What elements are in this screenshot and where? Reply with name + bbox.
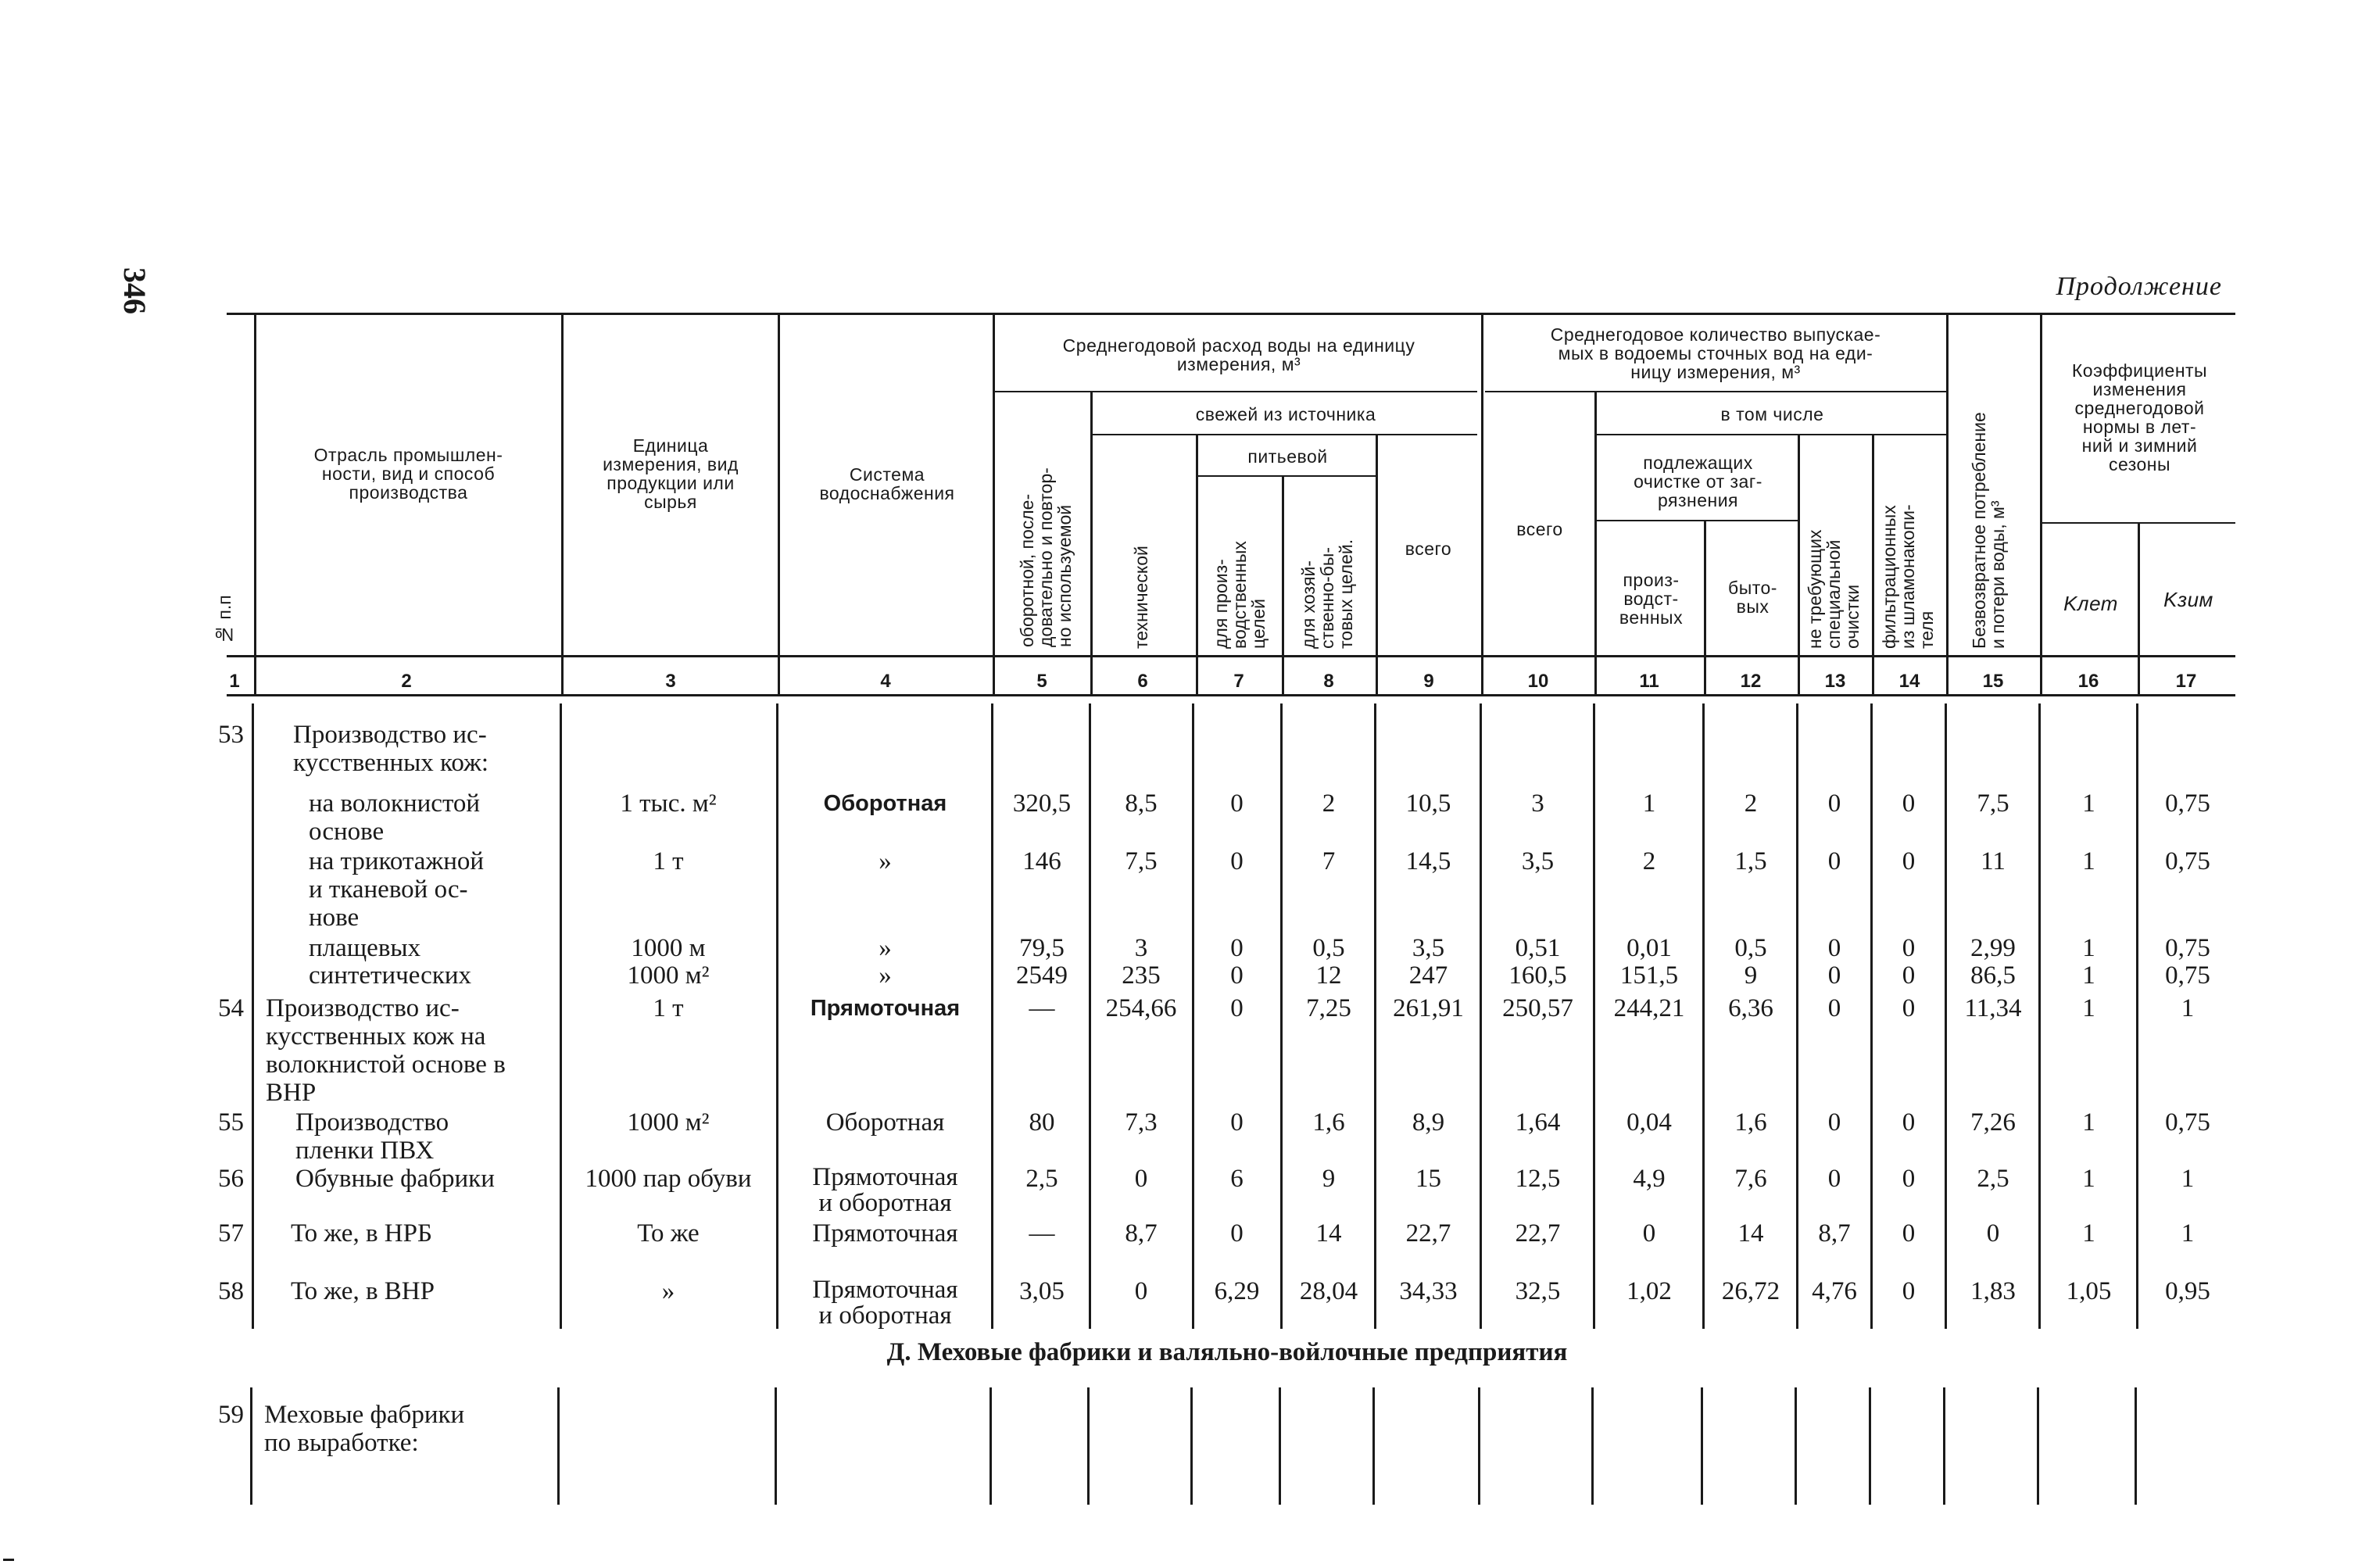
value-cell: 0,04 [1626, 1108, 1672, 1137]
body-vline-3 [776, 703, 778, 1329]
value-cell: 1,5 [1734, 847, 1767, 875]
row-name: на волокнистой основе [309, 789, 481, 846]
header-industry: Отрасль промышлен- ности, вид и способ производства [313, 445, 503, 503]
row-unit: 1000 м [631, 934, 706, 962]
tail-vline-14 [1943, 1387, 1945, 1505]
row-system: Прямоточная [810, 996, 961, 1021]
value-cell: 2549 [1016, 961, 1068, 990]
col-number: 1 [229, 671, 240, 692]
col-number: 4 [880, 671, 891, 692]
row-name: То же, в ВНР [291, 1277, 435, 1305]
value-cell: 0,5 [1312, 934, 1345, 962]
value-cell: 7,6 [1734, 1165, 1767, 1193]
tail-vline-1 [250, 1387, 252, 1505]
continued-label: Продолжение [2056, 272, 2222, 301]
value-cell: 9 [1322, 1165, 1336, 1193]
vline-11 [1704, 520, 1706, 696]
value-cell: 0 [1827, 1165, 1841, 1193]
tail-vline-3 [775, 1387, 777, 1505]
row-number: 54 [218, 994, 244, 1022]
vline-5 [1090, 391, 1093, 696]
value-cell: 2 [1744, 789, 1758, 818]
value-cell: 11,34 [1964, 994, 2022, 1022]
value-cell: 235 [1122, 961, 1161, 990]
header-discharge-total: всего [1516, 519, 1563, 539]
row-name: на трикотажной и тканевой ос- нове [309, 847, 485, 932]
header-group-fresh: свежей из источника [1195, 404, 1376, 424]
row-number: 58 [218, 1277, 244, 1305]
vline-7 [1282, 475, 1284, 696]
vline-1 [254, 313, 256, 696]
vline-2 [561, 313, 564, 696]
value-cell: 7,5 [1977, 789, 2009, 818]
body-vline-12 [1796, 703, 1798, 1329]
value-cell: 8,9 [1412, 1108, 1445, 1137]
value-cell: 0 [1827, 789, 1841, 818]
value-cell: 146 [1022, 847, 1061, 875]
value-cell: 34,33 [1399, 1277, 1458, 1305]
tail-vline-16 [2135, 1387, 2137, 1505]
value-cell: 0 [1902, 1165, 1916, 1193]
header-k-winter: Kзим [2163, 588, 2213, 611]
body-vline-4 [991, 703, 993, 1329]
value-cell: 79,5 [1019, 934, 1065, 962]
value-cell: 0 [1902, 1108, 1916, 1137]
header-recycled-water: оборотной, после- довательно и повтор- но используемой [1017, 467, 1075, 647]
col-number: 13 [1824, 671, 1846, 692]
value-cell: 0 [1230, 1108, 1244, 1137]
header-group-coefficients: Коэффициенты изменения среднегодовой нормы в лет- ний и зимний сезоны [2071, 360, 2208, 474]
value-cell: 0 [1902, 994, 1916, 1022]
col-number: 3 [665, 671, 676, 692]
row-unit: 1000 м² [627, 961, 710, 990]
value-cell: 1,64 [1515, 1108, 1561, 1137]
value-cell: 14,5 [1405, 847, 1451, 875]
value-cell: 0,51 [1515, 934, 1561, 962]
row-number: 55 [218, 1108, 244, 1137]
value-cell: 15 [1415, 1165, 1441, 1193]
value-cell: 1 [2181, 994, 2195, 1022]
row-number: 59 [218, 1401, 244, 1429]
row-name: Производство пленки ПВХ [295, 1108, 449, 1165]
header-group-consumption: Среднегодовой расход воды на единицу измерения, м³ [1062, 335, 1415, 374]
row-name: Производство ис- кусственных кож: [293, 721, 489, 777]
value-cell: 1,05 [2066, 1277, 2112, 1305]
value-cell: 8,5 [1125, 789, 1158, 818]
value-cell: 247 [1408, 961, 1448, 990]
vline-12 [1798, 434, 1800, 696]
value-cell: 7,5 [1125, 847, 1158, 875]
value-cell: 0,75 [2165, 1108, 2210, 1137]
vline-14 [1946, 313, 1949, 696]
value-cell: 151,5 [1619, 961, 1679, 990]
value-cell: 6 [1230, 1165, 1244, 1193]
value-cell: 7,26 [1970, 1108, 2016, 1137]
value-cell: 0 [1902, 847, 1916, 875]
row-name: Меховые фабрики по выработке: [264, 1401, 465, 1457]
row-unit: 1 т [653, 994, 684, 1022]
value-cell: 12 [1315, 961, 1342, 990]
value-cell: 12,5 [1515, 1165, 1561, 1193]
vline-15 [2040, 313, 2042, 696]
col-number: 7 [1233, 671, 1244, 692]
edge-mark [3, 1559, 14, 1561]
page-number: 346 [117, 267, 152, 314]
header-water-system: Система водоснабжения [819, 464, 955, 503]
rule-including [1594, 434, 1946, 435]
value-cell: 0 [1134, 1277, 1148, 1305]
value-cell: 0 [1986, 1219, 2000, 1248]
value-cell: 0 [1827, 961, 1841, 990]
row-unit: То же [637, 1219, 700, 1248]
value-cell: 2,5 [1977, 1165, 2009, 1193]
header-group-discharge: Среднегодовое количество выпускае- мых в водоемы сточных вод на еди- ницу измерения, м³ [1550, 324, 1881, 382]
header-household-waste: быто- вых [1728, 578, 1777, 617]
value-cell: 0 [1230, 1219, 1244, 1248]
row-name: То же, в НРБ [291, 1219, 432, 1248]
body-vline-2 [560, 703, 562, 1329]
header-drinking-household: для хозяй- ственно-бы- товых целей. [1298, 539, 1356, 649]
rule-group-consumption [993, 391, 1477, 392]
row-unit: 1 тыс. м² [620, 789, 717, 818]
row-name: Производство ис- кусственных кож на волокнистой основе в ВНР [266, 994, 506, 1107]
value-cell: 254,66 [1105, 994, 1177, 1022]
value-cell: 3 [1531, 789, 1544, 818]
rule-drinking [1196, 475, 1376, 477]
vline-3 [778, 313, 780, 696]
value-cell: 26,72 [1721, 1277, 1780, 1305]
body-vline-1 [252, 703, 254, 1329]
value-cell: 7,25 [1306, 994, 1351, 1022]
value-cell: 2,5 [1025, 1165, 1058, 1193]
header-filtration: фильтрационных из шламонакопи- теля [1879, 504, 1937, 649]
body-vline-11 [1702, 703, 1705, 1329]
header-row-number: № п.п [214, 595, 234, 645]
header-no-treatment: не требующих специальной очистки [1805, 529, 1863, 649]
body-vline-13 [1870, 703, 1873, 1329]
row-system: » [879, 847, 892, 875]
value-cell: 0,75 [2165, 934, 2210, 962]
row-unit: » [661, 1277, 675, 1305]
row-number: 56 [218, 1165, 244, 1193]
row-system: Прямоточная [812, 1219, 958, 1248]
value-cell: 80 [1029, 1108, 1055, 1137]
col-number: 8 [1323, 671, 1334, 692]
value-cell: 0,5 [1734, 934, 1767, 962]
value-cell: 86,5 [1970, 961, 2016, 990]
tail-vline-6 [1190, 1387, 1193, 1505]
row-system: » [879, 961, 892, 990]
value-cell: 160,5 [1508, 961, 1567, 990]
value-cell: 0 [1230, 847, 1244, 875]
col-number: 10 [1527, 671, 1549, 692]
value-cell: 0 [1134, 1165, 1148, 1193]
rule-colnum-bottom [227, 694, 2235, 696]
section-title: Д. Меховые фабрики и валяльно-войлочные предприятия [886, 1338, 1568, 1366]
row-system: Прямоточная и оборотная [812, 1276, 958, 1330]
header-production-waste: произ- водст- венных [1619, 570, 1684, 628]
col-number: 15 [1982, 671, 2004, 692]
value-cell: 0,01 [1626, 934, 1672, 962]
value-cell: 14 [1315, 1219, 1342, 1248]
body-vline-9 [1480, 703, 1482, 1329]
col-number: 2 [401, 671, 412, 692]
body-vline-6 [1192, 703, 1194, 1329]
row-system: Оборотная [823, 791, 947, 816]
value-cell: 1,6 [1312, 1108, 1345, 1137]
row-unit: 1000 пар обуви [585, 1165, 752, 1193]
value-cell: 1 [2082, 1108, 2095, 1137]
value-cell: 4,9 [1633, 1165, 1666, 1193]
value-cell: 0 [1902, 1219, 1916, 1248]
col-number: 11 [1639, 671, 1659, 692]
value-cell: 22,7 [1405, 1219, 1451, 1248]
value-cell: 1 [2082, 789, 2095, 818]
row-unit: 1 т [653, 847, 684, 875]
col-number: 14 [1898, 671, 1920, 692]
rule-treatment [1594, 520, 1798, 521]
value-cell: 4,76 [1812, 1277, 1857, 1305]
rule-header-bottom [227, 655, 2235, 657]
tail-vline-11 [1701, 1387, 1703, 1505]
tail-vline-5 [1087, 1387, 1090, 1505]
value-cell: 250,57 [1502, 994, 1573, 1022]
value-cell: 1 [2082, 994, 2095, 1022]
tail-vline-12 [1795, 1387, 1797, 1505]
value-cell: 1 [2082, 934, 2095, 962]
header-technical: технической [1131, 546, 1151, 649]
value-cell: 0 [1827, 934, 1841, 962]
header-drinking-production: для произ- водственных целей [1211, 541, 1269, 649]
value-cell: 1,6 [1734, 1108, 1767, 1137]
body-vline-16 [2136, 703, 2138, 1329]
value-cell: 0 [1642, 1219, 1656, 1248]
value-cell: 244,21 [1613, 994, 1685, 1022]
value-cell: 3,5 [1412, 934, 1445, 962]
row-system: Оборотная [825, 1108, 945, 1137]
value-cell: 0 [1230, 934, 1244, 962]
value-cell: 261,91 [1393, 994, 1464, 1022]
body-vline-8 [1374, 703, 1376, 1329]
value-cell: 1 [1642, 789, 1656, 818]
col-number: 12 [1740, 671, 1762, 692]
tail-vline-8 [1372, 1387, 1375, 1505]
value-cell: 14 [1737, 1219, 1764, 1248]
row-number: 53 [218, 721, 244, 749]
value-cell: 0 [1230, 994, 1244, 1022]
tail-vline-10 [1591, 1387, 1594, 1505]
tail-vline-15 [2037, 1387, 2039, 1505]
vline-4 [993, 313, 995, 696]
tail-vline-2 [557, 1387, 560, 1505]
tail-vline-9 [1478, 1387, 1480, 1505]
vline-10 [1594, 391, 1597, 696]
value-cell: 3,5 [1521, 847, 1555, 875]
value-cell: 1,83 [1970, 1277, 2016, 1305]
value-cell: 0 [1902, 961, 1916, 990]
rule-fresh [1090, 434, 1477, 435]
tail-vline-13 [1869, 1387, 1871, 1505]
vline-6 [1196, 434, 1198, 696]
tail-vline-7 [1279, 1387, 1281, 1505]
value-cell: 320,5 [1012, 789, 1072, 818]
value-cell: 0 [1827, 847, 1841, 875]
value-cell: 6,36 [1728, 994, 1773, 1022]
value-cell: 1 [2082, 1165, 2095, 1193]
value-cell: — [1029, 994, 1055, 1022]
value-cell: 0,95 [2165, 1277, 2210, 1305]
body-vline-7 [1280, 703, 1283, 1329]
row-number: 57 [218, 1219, 244, 1248]
value-cell: 2 [1322, 789, 1336, 818]
header-unit: Единица измерения, вид продукции или сырья [603, 435, 739, 512]
vline-9 [1481, 313, 1483, 696]
header-group-treatment: подлежащих очистке от заг- рязнения [1634, 453, 1762, 510]
row-name: плащевых [309, 934, 421, 962]
row-system: » [879, 934, 892, 962]
row-name: синтетических [309, 961, 472, 990]
col-number: 9 [1423, 671, 1434, 692]
rule-top [227, 313, 2235, 315]
header-group-including: в том числе [1720, 404, 1824, 424]
header-irretrievable-loss: Безвозвратное потребление и потери воды, м³ [1969, 412, 2008, 649]
value-cell: 0 [1827, 994, 1841, 1022]
tail-vline-4 [989, 1387, 992, 1505]
value-cell: 1 [2181, 1165, 2195, 1193]
value-cell: 1 [2082, 1219, 2095, 1248]
col-number: 5 [1036, 671, 1047, 692]
value-cell: 7 [1322, 847, 1336, 875]
value-cell: 9 [1744, 961, 1758, 990]
value-cell: 1 [2082, 961, 2095, 990]
body-vline-14 [1945, 703, 1947, 1329]
value-cell: 2 [1642, 847, 1656, 875]
body-vline-10 [1593, 703, 1595, 1329]
header-k-summer: Kлет [2063, 592, 2118, 615]
value-cell: 0 [1902, 1277, 1916, 1305]
rule-group-discharge [1485, 391, 1946, 392]
value-cell: 3 [1134, 934, 1148, 962]
value-cell: 8,7 [1818, 1219, 1851, 1248]
row-name: Обувные фабрики [295, 1165, 495, 1193]
value-cell: 0,75 [2165, 789, 2210, 818]
value-cell: 0 [1230, 961, 1244, 990]
value-cell: — [1029, 1219, 1055, 1248]
row-system: Прямоточная и оборотная [812, 1163, 958, 1217]
value-cell: 10,5 [1405, 789, 1451, 818]
value-cell: 6,29 [1214, 1277, 1260, 1305]
value-cell: 3,05 [1019, 1277, 1065, 1305]
value-cell: 0 [1827, 1108, 1841, 1137]
value-cell: 0,75 [2165, 847, 2210, 875]
body-vline-5 [1089, 703, 1091, 1329]
value-cell: 28,04 [1299, 1277, 1358, 1305]
value-cell: 1 [2181, 1219, 2195, 1248]
header-group-drinking: питьевой [1247, 446, 1328, 467]
value-cell: 0 [1902, 789, 1916, 818]
value-cell: 0 [1230, 789, 1244, 818]
vline-8 [1376, 434, 1378, 696]
header-fresh-total: всего [1405, 539, 1452, 559]
value-cell: 7,3 [1125, 1108, 1158, 1137]
col-number: 6 [1137, 671, 1148, 692]
vline-16 [2138, 522, 2140, 696]
body-vline-15 [2038, 703, 2041, 1329]
value-cell: 1 [2082, 847, 2095, 875]
value-cell: 0 [1902, 934, 1916, 962]
value-cell: 32,5 [1515, 1277, 1561, 1305]
col-number: 17 [2175, 671, 2197, 692]
value-cell: 11 [1981, 847, 2006, 875]
value-cell: 0,75 [2165, 961, 2210, 990]
value-cell: 8,7 [1125, 1219, 1158, 1248]
value-cell: 1,02 [1626, 1277, 1672, 1305]
value-cell: 2,99 [1970, 934, 2016, 962]
col-number: 16 [2077, 671, 2099, 692]
vline-13 [1872, 434, 1874, 696]
row-unit: 1000 м² [627, 1108, 710, 1137]
value-cell: 22,7 [1515, 1219, 1561, 1248]
